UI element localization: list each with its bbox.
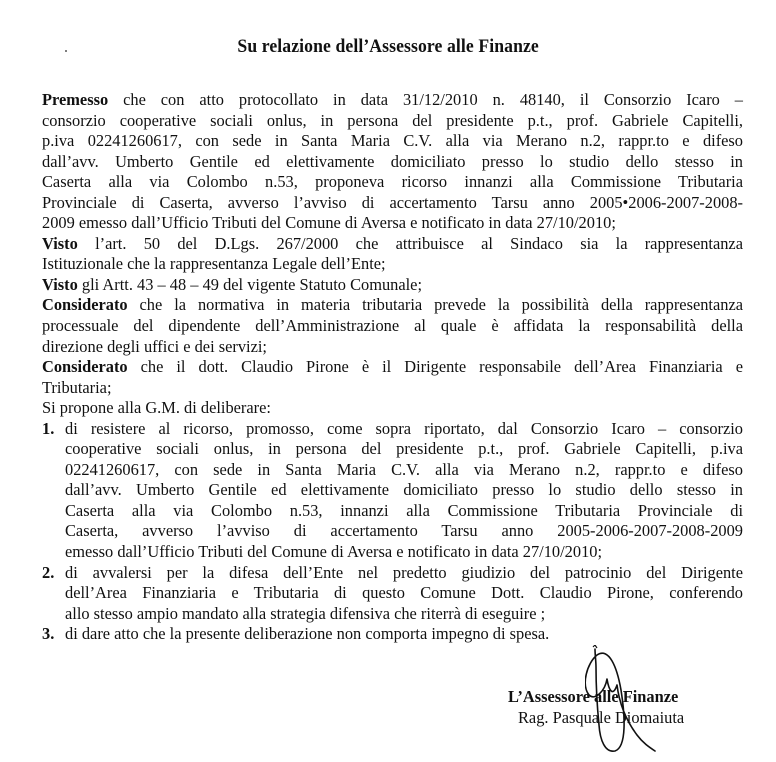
list-item-line: dall’avv. Umberto Gentile ed elettivamente domiciliato presso lo studio dello stesso in	[65, 480, 743, 500]
document-title: Su relazione dell’Assessore alle Finanze	[237, 36, 539, 57]
list-item-line: emesso dall’Ufficio Tributi del Comune di Aversa e notificato in data 27/10/2010;	[65, 542, 603, 562]
premesso-line: consorzio cooperative sociali onlus, in persona del presidente p.t., prof. Gabriele Capitelli,	[42, 110, 743, 130]
signature-stroke	[585, 649, 655, 751]
visto-line: Visto gli Artt. 43 – 48 – 49 del vigente Statuto Comunale;	[42, 274, 422, 294]
signatory-name: Rag. Pasquale Diomaiuta	[518, 708, 685, 727]
document-body	[42, 90, 743, 645]
list-item-line: cooperative sociali onlus, in persona del presidente p.t., prof. Gabriele Capitelli, p.iva	[65, 439, 743, 459]
premesso-line: dall’avv. Umberto Gentile ed elettivamente domiciliato presso lo studio dello stesso in	[42, 151, 743, 171]
list-item-2	[42, 563, 743, 625]
considerato-line: Tributaria;	[42, 377, 112, 397]
signature-tick	[593, 645, 597, 648]
considerato-line: Considerato che la normativa in materia tributaria prevede la possibilità della rappresentanza	[42, 295, 743, 315]
premesso-line: Premesso che con atto protocollato in data 31/12/2010 n. 48140, il Consorzio Icaro –	[42, 90, 743, 109]
premesso-line: 2009 emesso dall’Ufficio Tributi del Comune di Aversa e notificato in data 27/10/2010;	[42, 213, 616, 233]
considerato-line: Considerato che il dott. Claudio Pirone è il Dirigente responsabile dell’Area Finanziaria e	[42, 357, 743, 377]
premesso-line: p.iva 02241260617, con sede in Santa Maria C.V. alla via Merano n.2, rappr.to e difeso	[42, 131, 743, 151]
visto-line: Istituzionale che la rappresentanza Legale dell’Ente;	[42, 254, 386, 274]
visto-keyword: Visto	[42, 233, 78, 253]
proposal-line: Si propone alla G.M. di deliberare:	[42, 398, 271, 418]
list-number: 2.	[42, 562, 55, 582]
considerato-line: direzione degli uffici e dei servizi;	[42, 336, 267, 356]
list-number: 3.	[42, 624, 55, 644]
list-item-3	[42, 624, 743, 645]
list-item-line: Caserta alla via Colombo n.53, innanzi alla Commissione Tributaria Provinciale di	[65, 500, 743, 520]
premesso-keyword: Premesso	[42, 90, 109, 109]
list-item-line: allo stesso ampio mandato alla strategia difensiva che riterrà di eseguire ;	[65, 603, 546, 623]
list-item-line: di dare atto che la presente deliberazione non comporta impegno di spesa.	[65, 624, 550, 644]
handwritten-signature	[585, 645, 675, 757]
signatory-role: L’Assessore alle Finanze	[508, 687, 679, 706]
visto-line: Visto l’art. 50 del D.Lgs. 267/2000 che attribuisce al Sindaco sia la rappresentanza	[42, 233, 743, 253]
visto-keyword: Visto	[42, 274, 78, 294]
list-item-1	[42, 419, 743, 563]
list-item-line: dell’Area Finanziaria e Tributaria di questo Comune Dott. Claudio Pirone, conferendo	[65, 583, 743, 603]
list-item-line: 02241260617, con sede in Santa Maria C.V. alla via Merano n.2, rappr.to e difeso	[65, 459, 743, 479]
list-number: 1.	[42, 418, 55, 438]
considerato-line: processuale del dipendente dell’Amministrazione al quale è affidata la responsabilità della	[42, 316, 743, 336]
considerato-keyword: Considerato	[42, 357, 128, 377]
list-item-line: di avvalersi per la difesa dell’Ente nel predetto giudizio del patrocinio del Dirigente	[65, 562, 743, 582]
premesso-line: Provinciale di Caserta, avverso l’avviso di accertamento Tarsu anno 2005•2006-2007-2008-	[42, 192, 743, 212]
premesso-line: Caserta alla via Colombo n.53, proponeva ricorso innanzi alla Commissione Tributaria	[42, 172, 743, 192]
list-item-line: Caserta, avverso l’avviso di accertamento Tarsu anno 2005-2006-2007-2008-2009	[65, 521, 743, 541]
list-item-line: di resistere al ricorso, promosso, come sopra riportato, dal Consorzio Icaro – consorzio	[65, 418, 743, 438]
considerato-keyword: Considerato	[42, 295, 128, 315]
